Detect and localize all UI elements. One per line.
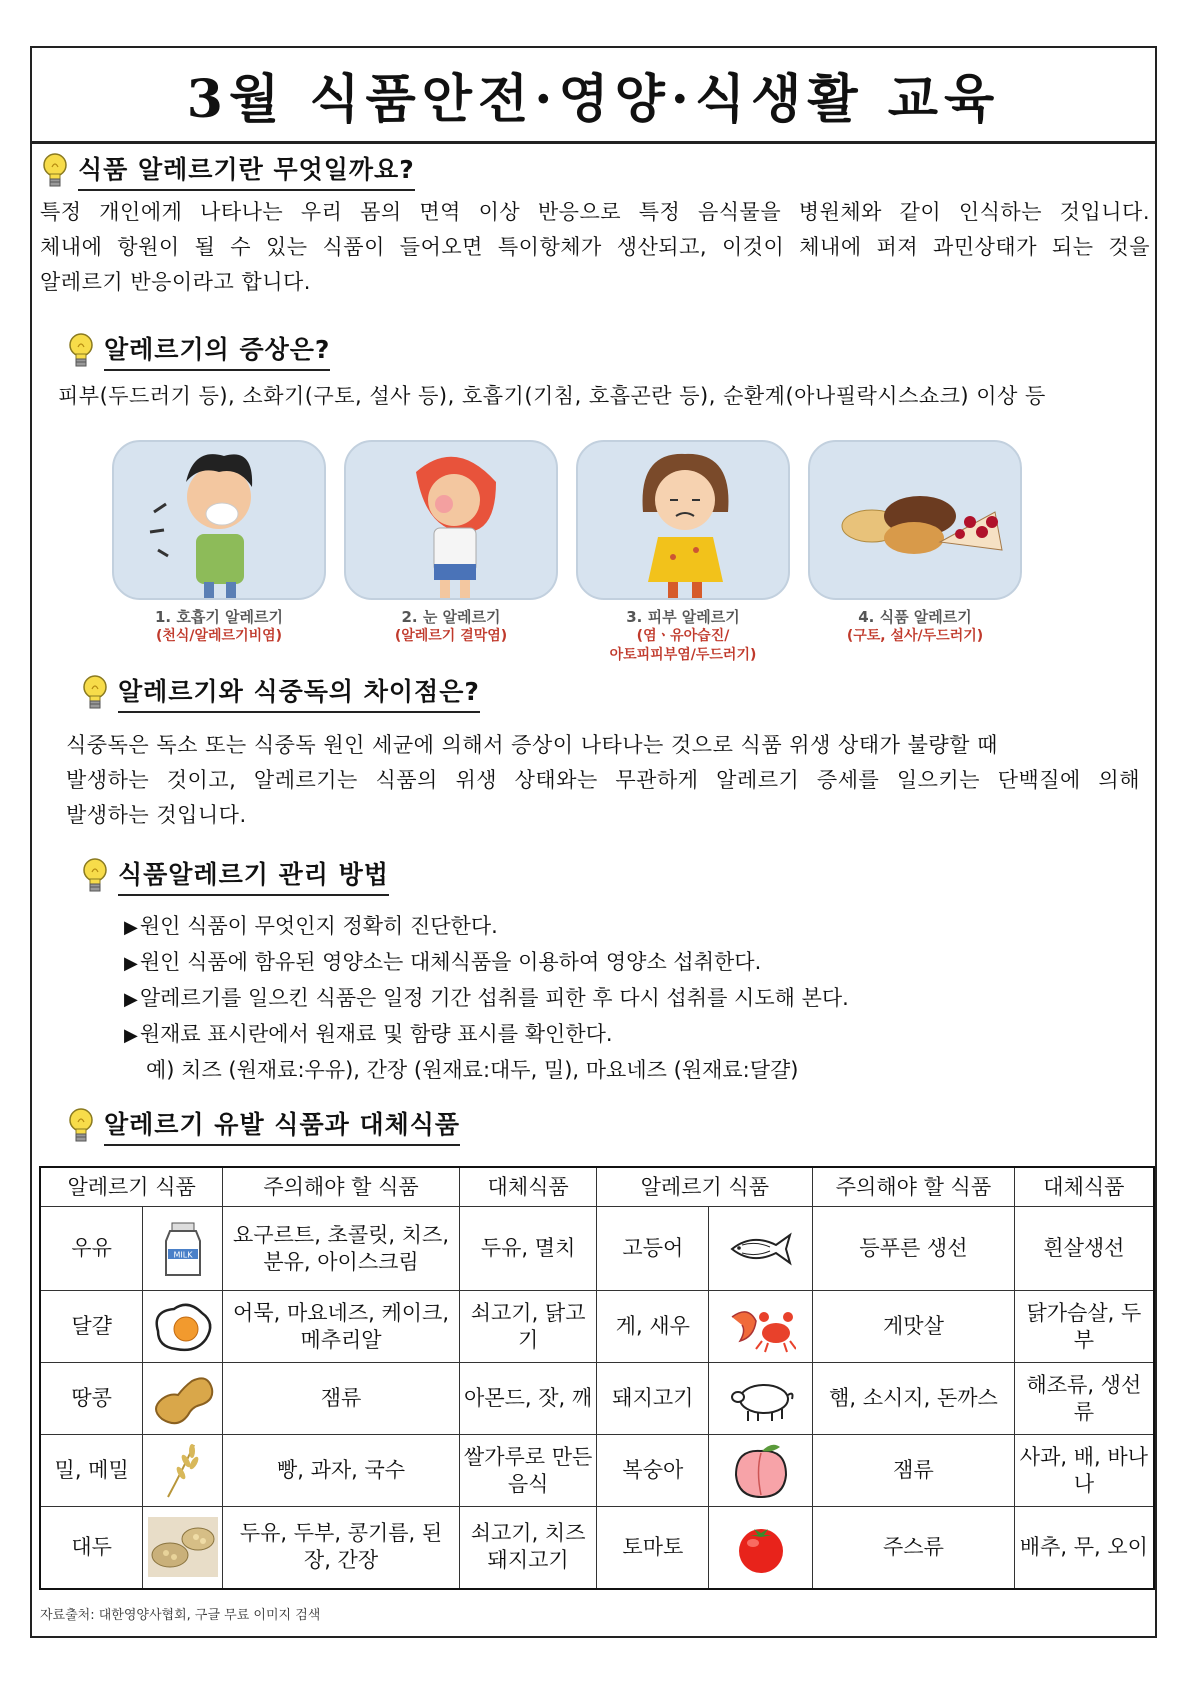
allergen-table: [39, 1166, 1155, 1590]
table-row: [40, 1435, 1154, 1507]
card-skin: [576, 440, 790, 600]
eye-rubbing-child-icon: [346, 442, 558, 600]
section-heading: [66, 1105, 1136, 1146]
section-heading: [66, 330, 1146, 371]
allergen-cell: 우유: [40, 1207, 143, 1291]
table-row: [40, 1363, 1154, 1435]
image-cell: [143, 1291, 223, 1363]
image-cell: [143, 1363, 223, 1435]
pig-icon: [726, 1369, 796, 1429]
caution-cell: 두유, 두부, 콩기름, 된장, 간장: [223, 1507, 459, 1589]
substitute-cell: 해조류, 생선류: [1014, 1363, 1154, 1435]
table-header-row: [40, 1167, 1154, 1207]
allergen-cell: 고등어: [597, 1207, 709, 1291]
heading-text: 식품알레르기 관리 방법: [118, 855, 389, 896]
title-box: [32, 48, 1155, 144]
management-list: [124, 909, 1124, 1088]
card-respiratory: [112, 440, 326, 600]
allergen-cell: 대두: [40, 1507, 143, 1589]
lightbulb-icon: [66, 1107, 96, 1145]
caution-cell: 요구르트, 초콜릿, 치즈, 분유, 아이스크림: [223, 1207, 459, 1291]
section-heading: [40, 150, 1150, 191]
paragraph-line: 체내에 항원이 될 수 있는 식품이 들어오면 특이항체가 생산되고, 이것이 체내에 퍼져 과민상태가 되는 것을: [40, 235, 1150, 259]
image-cell: [143, 1207, 223, 1291]
lightbulb-icon: [40, 152, 70, 190]
card-caption: 1. 호흡기 알레르기 (천식/알레르기비염): [154, 608, 283, 644]
image-cell: [143, 1507, 223, 1589]
column-header: 대체식품: [459, 1167, 597, 1207]
section-allergen-table: [66, 1105, 1136, 1146]
image-cell: [709, 1507, 813, 1589]
card-eye: [344, 440, 558, 600]
image-cell: [709, 1363, 813, 1435]
source-note: 자료출처: 대한영양사협회, 구글 무료 이미지 검색: [40, 1608, 321, 1623]
peanut-icon: [148, 1369, 218, 1429]
allergen-cell: 토마토: [597, 1507, 709, 1589]
lightbulb-icon: [66, 332, 96, 370]
milk-icon: [148, 1219, 218, 1279]
cookies-cake-icon: [810, 442, 1022, 600]
substitute-cell: 아몬드, 잣, 깨: [459, 1363, 597, 1435]
list-item: ▶ 원재료 표시란에서 원재료 및 함량 표시를 확인한다.: [124, 1017, 1124, 1053]
soybean-icon: [148, 1517, 218, 1577]
section-difference: [80, 672, 1150, 713]
heading-text: 알레르기와 식중독의 차이점은?: [118, 672, 480, 713]
svg-text:MILK: MILK: [173, 1250, 193, 1259]
substitute-cell: 배추, 무, 오이: [1014, 1507, 1154, 1589]
table-row: [40, 1207, 1154, 1291]
list-item: ▶ 알레르기를 일으킨 식품은 일정 기간 섭취를 피한 후 다시 섭취를 시도해 본다.: [124, 981, 1124, 1017]
table-row: [40, 1507, 1154, 1589]
column-header: 알레르기 식품: [40, 1167, 223, 1207]
heading-text: 식품 알레르기란 무엇일까요?: [78, 150, 415, 191]
caution-cell: 빵, 과자, 국수: [223, 1435, 459, 1507]
caution-cell: 어묵, 마요네즈, 케이크, 메추리알: [223, 1291, 459, 1363]
example-line: 예) 치즈 (원재료:우유), 간장 (원재료:대두, 밀), 마요네즈 (원재료:달걀): [146, 1058, 799, 1082]
egg-icon: [148, 1297, 218, 1357]
symptom-cards: [112, 440, 1032, 663]
symptoms-text: 피부(두드러기 등), 소화기(구토, 설사 등), 호흡기(기침, 호흡곤란 등), 순환계(아나필락시스쇼크) 이상 등: [58, 384, 1046, 408]
image-cell: [143, 1435, 223, 1507]
substitute-cell: 닭가슴살, 두부: [1014, 1291, 1154, 1363]
paragraph-line: 발생하는 것이고, 알레르기는 식품의 위생 상태와는 무관하게 알레르기 증세를 일으키는 단백질에 의해: [66, 768, 1140, 792]
section-heading: [80, 672, 1150, 713]
substitute-cell: 사과, 배, 바나나: [1014, 1435, 1154, 1507]
paragraph-line: 알레르기 반응이라고 합니다.: [40, 270, 311, 294]
column-header: 알레르기 식품: [597, 1167, 813, 1207]
card-food: [808, 440, 1022, 600]
image-cell: [709, 1435, 813, 1507]
substitute-cell: 쌀가루로 만든 음식: [459, 1435, 597, 1507]
image-cell: [709, 1291, 813, 1363]
section-what-is-allergy: [40, 150, 1150, 300]
paragraph-line: 발생하는 것입니다.: [66, 803, 247, 827]
allergen-cell: 게, 새우: [597, 1291, 709, 1363]
tomato-icon: [726, 1517, 796, 1577]
fish-icon: [726, 1219, 796, 1279]
allergen-cell: 밀, 메밀: [40, 1435, 143, 1507]
column-header: 대체식품: [1014, 1167, 1154, 1207]
allergen-cell: 땅콩: [40, 1363, 143, 1435]
caution-cell: 게맛살: [813, 1291, 1015, 1363]
caution-cell: 주스류: [813, 1507, 1015, 1589]
card-caption: 4. 식품 알레르기 (구토, 설사/두드러기): [846, 608, 984, 644]
table-row: [40, 1291, 1154, 1363]
allergen-cell: 돼지고기: [597, 1363, 709, 1435]
caution-cell: 햄, 소시지, 돈까스: [813, 1363, 1015, 1435]
allergen-cell: 달걀: [40, 1291, 143, 1363]
caution-cell: 등푸른 생선: [813, 1207, 1015, 1291]
peach-icon: [726, 1441, 796, 1501]
substitute-cell: 두유, 멸치: [459, 1207, 597, 1291]
section-management: [80, 855, 1150, 896]
heading-text: 알레르기의 증상은?: [104, 330, 330, 371]
caution-cell: 잼류: [813, 1435, 1015, 1507]
card-caption: 2. 눈 알레르기 (알레르기 결막염): [394, 608, 508, 644]
crab-shrimp-icon: [726, 1297, 796, 1357]
paragraph-line: 식중독은 독소 또는 식중독 원인 세균에 의해서 증상이 나타나는 것으로 식품 위생 상태가 불량할 때: [66, 733, 998, 757]
list-item: ▶ 원인 식품에 함유된 영양소는 대체식품을 이용하여 영양소 섭취한다.: [124, 945, 1124, 981]
allergen-cell: 복숭아: [597, 1435, 709, 1507]
wheat-icon: [148, 1441, 218, 1501]
substitute-cell: 쇠고기, 치즈 돼지고기: [459, 1507, 597, 1589]
difference-paragraph: [66, 728, 1140, 833]
lightbulb-icon: [80, 674, 110, 712]
card-caption: 3. 피부 알레르기 (염ㆍ유아습진/ 아토피피부염/두드러기): [609, 608, 757, 663]
lightbulb-icon: [80, 857, 110, 895]
sneezing-child-icon: [114, 442, 326, 600]
section-symptoms: [66, 330, 1146, 371]
section-heading: [80, 855, 1150, 896]
page-title: 3월 식품안전·영양·식생활 교육: [186, 69, 1001, 130]
column-header: 주의해야 할 식품: [813, 1167, 1015, 1207]
caution-cell: 잼류: [223, 1363, 459, 1435]
list-item: ▶ 원인 식품이 무엇인지 정확히 진단한다.: [124, 909, 1124, 945]
substitute-cell: 흰살생선: [1014, 1207, 1154, 1291]
image-cell: [709, 1207, 813, 1291]
heading-text: 알레르기 유발 식품과 대체식품: [104, 1105, 460, 1146]
column-header: 주의해야 할 식품: [223, 1167, 459, 1207]
paragraph-line: 특정 개인에게 나타나는 우리 몸의 면역 이상 반응으로 특정 음식물을 병원체와 같이 인식하는 것입니다.: [40, 200, 1150, 224]
itchy-girl-icon: [578, 442, 790, 600]
substitute-cell: 쇠고기, 닭고기: [459, 1291, 597, 1363]
